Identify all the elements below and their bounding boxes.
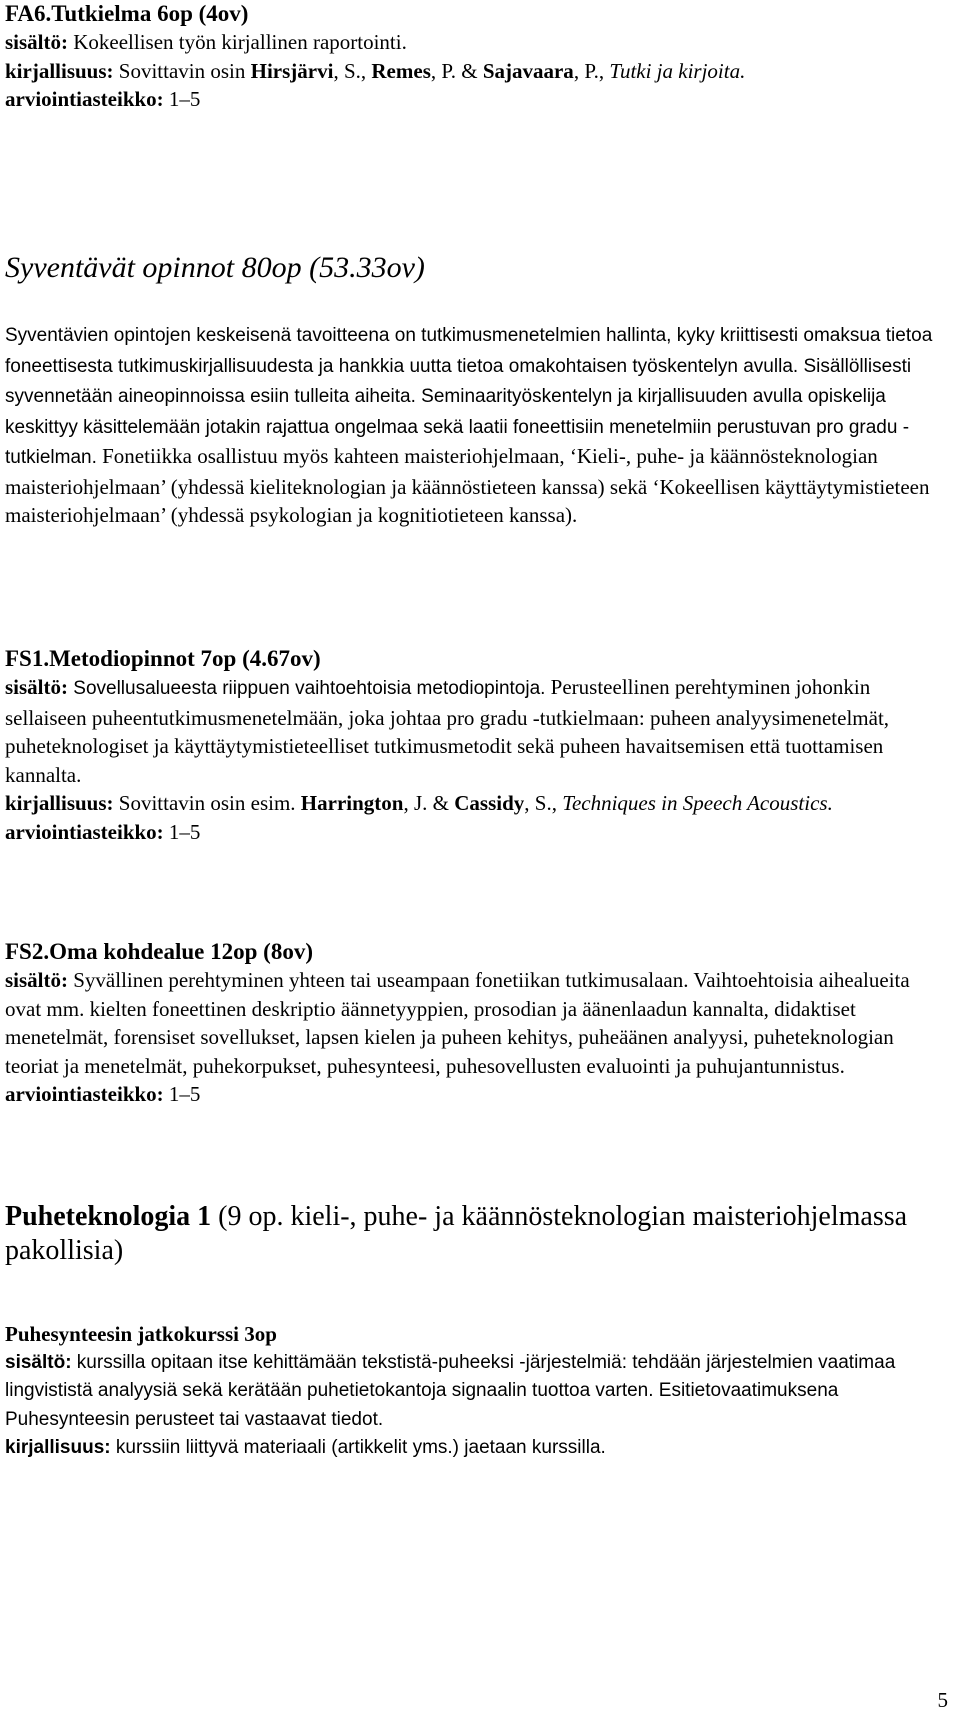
author-name: Hirsjärvi bbox=[250, 58, 334, 83]
speech-technology-note: (9 op. kieli-, puhe- ja käännösteknologian maisteriohjelmassa pakollisia) bbox=[5, 1201, 908, 1266]
synthesis-course-heading: Puhesynteesin jatkokurssi 3op bbox=[5, 1322, 277, 1346]
paragraph-sans-2: Seminaarityöskentelyn ja kirjallisuuden avulla opiskelija keskittyy käsittelemään jotakin rajattua ongelmaa sekä laatii foneettisiin menetelmiin perustuvan pro gradu -tutkielman. bbox=[5, 386, 910, 468]
content-text: kurssilla opitaan itse kehittämään tekstistä-puheeksi -järjestelmiä: tehdään järjestelmien vaatimaa lingvististä analyysiä sekä kerätään puhetietokantoja signaalin tuottoa varten. Esitietovaatimuksena Puhesynteesin perusteet tai vastaavat tiedot. bbox=[5, 1351, 896, 1430]
literature-label: kirjallisuus: bbox=[5, 1437, 111, 1458]
paragraph-sans-1: Syventävien opintojen keskeisenä tavoitteena on tutkimusmenetelmien hallinta, kyky kriittisesti omaksua tietoa foneettisesta tutkimuskirjallisuudesta ja hankkia uutta tietoa omakohtaisen työskentelyn avulla. Sisällöllisesti syvennetään aineopinnoissa esiin tulleita aiheita. bbox=[5, 325, 933, 407]
paragraph-serif: Fonetiikka osallistuu myös kahteen maisteriohjelmaan, ‘Kieli-, puhe- ja käännösteknologian maisteriohjelmaan’ (yhdessä kieliteknologian ja käännöstieteen kanssa) sekä ‘Kokeellisen käyttäytymistieteen maisteriohjelmaan’ (yhdessä psykologian ja kognitiotieteen kanssa). bbox=[5, 444, 930, 527]
content-label: sisältö: bbox=[5, 675, 68, 699]
grading-value: 1–5 bbox=[163, 87, 201, 111]
fs2-heading: FS2.Oma kohdealue 12op (8ov) bbox=[5, 939, 313, 964]
synthesis-course-section bbox=[5, 1320, 950, 1463]
fs1-heading: FS1.Metodiopinnot 7op (4.67ov) bbox=[5, 646, 321, 671]
literature-text: kurssiin liittyvä materiaali (artikkelit yms.) jaetaan kurssilla. bbox=[110, 1437, 606, 1458]
content-label: sisältö: bbox=[5, 968, 68, 992]
literature-label: kirjallisuus: bbox=[5, 791, 114, 815]
speech-technology-title: Puheteknologia 1 bbox=[5, 1201, 212, 1232]
fs1-content bbox=[5, 673, 950, 789]
fa6-content bbox=[5, 28, 950, 57]
speech-technology-heading bbox=[5, 1200, 950, 1268]
author-initial: , S., bbox=[333, 58, 372, 83]
synthesis-course-literature bbox=[5, 1434, 950, 1463]
book-title: Techniques in Speech Acoustics. bbox=[562, 791, 833, 815]
grading-label: arviointiasteikko: bbox=[5, 87, 164, 111]
literature-label: kirjallisuus: bbox=[5, 58, 114, 83]
page-number: 5 bbox=[937, 1688, 948, 1712]
author-name: Cassidy bbox=[454, 791, 525, 815]
author-name: Remes bbox=[371, 58, 431, 83]
content-text: Syvällinen perehtyminen yhteen tai useampaan fonetiikan tutkimusalaan. Vaihtoehtoisia aihealueita ovat mm. kielten foneettinen deskriptio äännetyyppien, prosodian ja äänenlaadun kannalta, didaktiset menetelmät, forensiset sovellukset, lapsen kielen ja puheen kehitys, puheäänen analyysi, puheteknologian teoriat ja menetelmät, puhekorpukset, puhesynteesi, puhesovellusten evaluointi ja puhujantunnistus. bbox=[5, 968, 910, 1078]
fs2-grading bbox=[5, 1080, 950, 1109]
content-text: Perusteellinen perehtyminen johonkin sellaiseen puheentutkimusmenetelmään, joka johtaa pro gradu -tutkielmaan: puheen analyysimenetelmät, puheteknologiset ja käyttäytymistieteelliset tutkimusmetodit sekä puheen havaitsemisen että tuottamisen kannalta. bbox=[5, 675, 890, 787]
content-text-sans: Sovellusalueesta riippuen vaihtoehtoisia metodiopintoja. bbox=[68, 678, 546, 699]
book-title: Tutki ja kirjoita. bbox=[609, 58, 746, 83]
fa6-grading bbox=[5, 85, 950, 114]
grading-value: 1–5 bbox=[163, 819, 201, 844]
author-initial: , P. & bbox=[430, 58, 483, 83]
literature-text: Sovittavin osin esim. bbox=[113, 791, 301, 815]
grading-label: arviointiasteikko: bbox=[5, 1082, 164, 1106]
author-initial: , P., bbox=[573, 58, 610, 83]
author-initial: , J. & bbox=[403, 791, 455, 815]
content-label: sisältö: bbox=[5, 30, 68, 54]
fa6-section bbox=[5, 0, 950, 114]
fs1-section bbox=[5, 645, 950, 846]
fs1-grading bbox=[5, 818, 950, 847]
advanced-studies-paragraph bbox=[5, 320, 950, 530]
literature-text: Sovittavin osin bbox=[113, 58, 251, 83]
author-name: Harrington bbox=[300, 791, 404, 815]
fs2-section bbox=[5, 938, 950, 1109]
grading-value: 1–5 bbox=[163, 1082, 201, 1106]
fa6-heading: FA6.Tutkielma 6op (4ov) bbox=[5, 1, 249, 26]
advanced-studies-heading: Syventävät opinnot 80op (53.33ov) bbox=[5, 251, 425, 284]
fs1-literature bbox=[5, 789, 950, 818]
content-text: Kokeellisen työn kirjallinen raportointi. bbox=[68, 30, 407, 54]
author-name: Sajavaara bbox=[482, 58, 574, 83]
author-initial: , S., bbox=[524, 791, 563, 815]
fa6-literature bbox=[5, 57, 950, 86]
synthesis-course-content bbox=[5, 1349, 950, 1435]
content-label: sisältö: bbox=[5, 1351, 72, 1373]
grading-label: arviointiasteikko: bbox=[5, 819, 164, 844]
fs2-content bbox=[5, 966, 950, 1080]
